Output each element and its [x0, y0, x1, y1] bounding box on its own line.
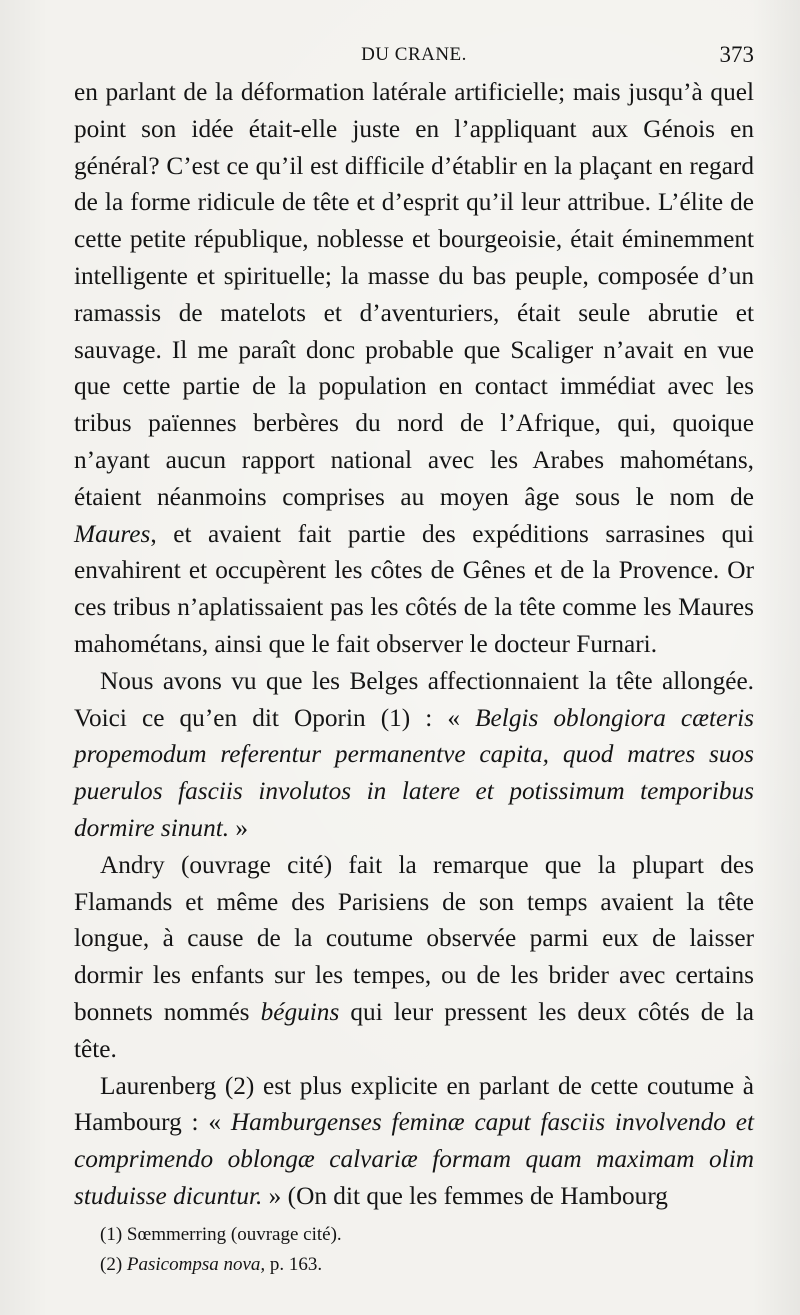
- footnote-1: [100, 1220, 754, 1250]
- running-title: DU CRANE.: [361, 44, 467, 65]
- paragraph-4-end: » (On dit que les femmes de Hambourg: [262, 1181, 668, 1210]
- paragraph-3-text: Andry (ouvrage cité) fait la remarque que la plupart des Flamands et même des Parisiens de son temps avaient la tête longue, à cause de la coutume observée parmi eux de laisser dormir les enfants sur les tempes, ou de les brider avec certains bonnets nommés: [74, 850, 754, 1026]
- footnote-2-italic: Pasicompsa nova,: [126, 1254, 266, 1275]
- paragraph-4-text: Laurenberg (2) est plus explicite en parlant de cette coutume à Hambourg : «: [74, 1071, 754, 1137]
- paragraph-2: [74, 663, 754, 847]
- paragraph-1-end: , et avaient fait partie des expéditions sarrasines qui envahirent et occupèrent les côtes de Gênes et de la Provence. Or ces tribus n’aplatissaient pas les côtés de la tête comme les Maures mahométans, ainsi que le fait observer le docteur Furnari.: [74, 519, 754, 658]
- paragraph-2-italic: Belgis oblongiora cæteris propemodum referentur permanentve capita, quod matres suos puerulos fasciis involutos in latere et potissimum temporibus dormire sinunt.: [74, 703, 754, 842]
- paragraph-4-italic: Hamburgenses feminæ caput fasciis involvendo et comprimendo oblongæ calvariæ formam quam maximam olim studuisse dicuntur.: [74, 1108, 754, 1210]
- paragraph-3: [74, 847, 754, 1068]
- page-header: [74, 40, 754, 72]
- footnote-1-mark: (1): [100, 1224, 123, 1245]
- paragraph-4: [74, 1068, 754, 1215]
- footnote-2-text: p. 163.: [265, 1254, 323, 1275]
- body-text: [74, 74, 754, 1215]
- footnotes: [100, 1220, 754, 1280]
- paragraph-2-text: Nous avons vu que les Belges affectionnaient la tête allongée. Voici ce qu’en dit Oporin (1) : «: [74, 666, 754, 732]
- footnote-1-text: Sœmmerring (ouvrage cité).: [126, 1224, 342, 1245]
- paragraph-2-end: »: [229, 813, 249, 842]
- paragraph-1-text: en parlant de la déformation latérale artificielle; mais jusqu’à quel point son idée était-elle juste en l’appliquant aux Génois en général? C’est ce qu’il est difficile d’établir en la plaçant en regard de la forme ridicule de tête et d’esprit qu’il leur attribue. L’élite de cette petite république, noblesse et bourgeoisie, était éminemment intelligente et spirituelle; la masse du bas peuple, composée d’un ramassis de matelots et d’aventuriers, était seule abrutie et sauvage. Il me paraît donc probable que Scaliger n’avait en vue que cette partie de la population en contact immédiat avec les tribus païennes berbères du nord de l’Afrique, qui, quoique n’ayant aucun rapport national avec les Arabes mahométans, étaient néanmoins comprises au moyen âge sous le nom de: [74, 78, 754, 511]
- paragraph-1: [74, 74, 754, 663]
- paragraph-3-italic: béguins: [260, 997, 340, 1026]
- footnote-2-mark: (2): [100, 1254, 123, 1275]
- footnote-2: [100, 1250, 754, 1280]
- page-number: 373: [719, 42, 754, 67]
- paragraph-1-italic: Maures: [74, 519, 151, 548]
- paragraph-3-end: qui leur pressent les deux côtés de la tête.: [74, 997, 754, 1063]
